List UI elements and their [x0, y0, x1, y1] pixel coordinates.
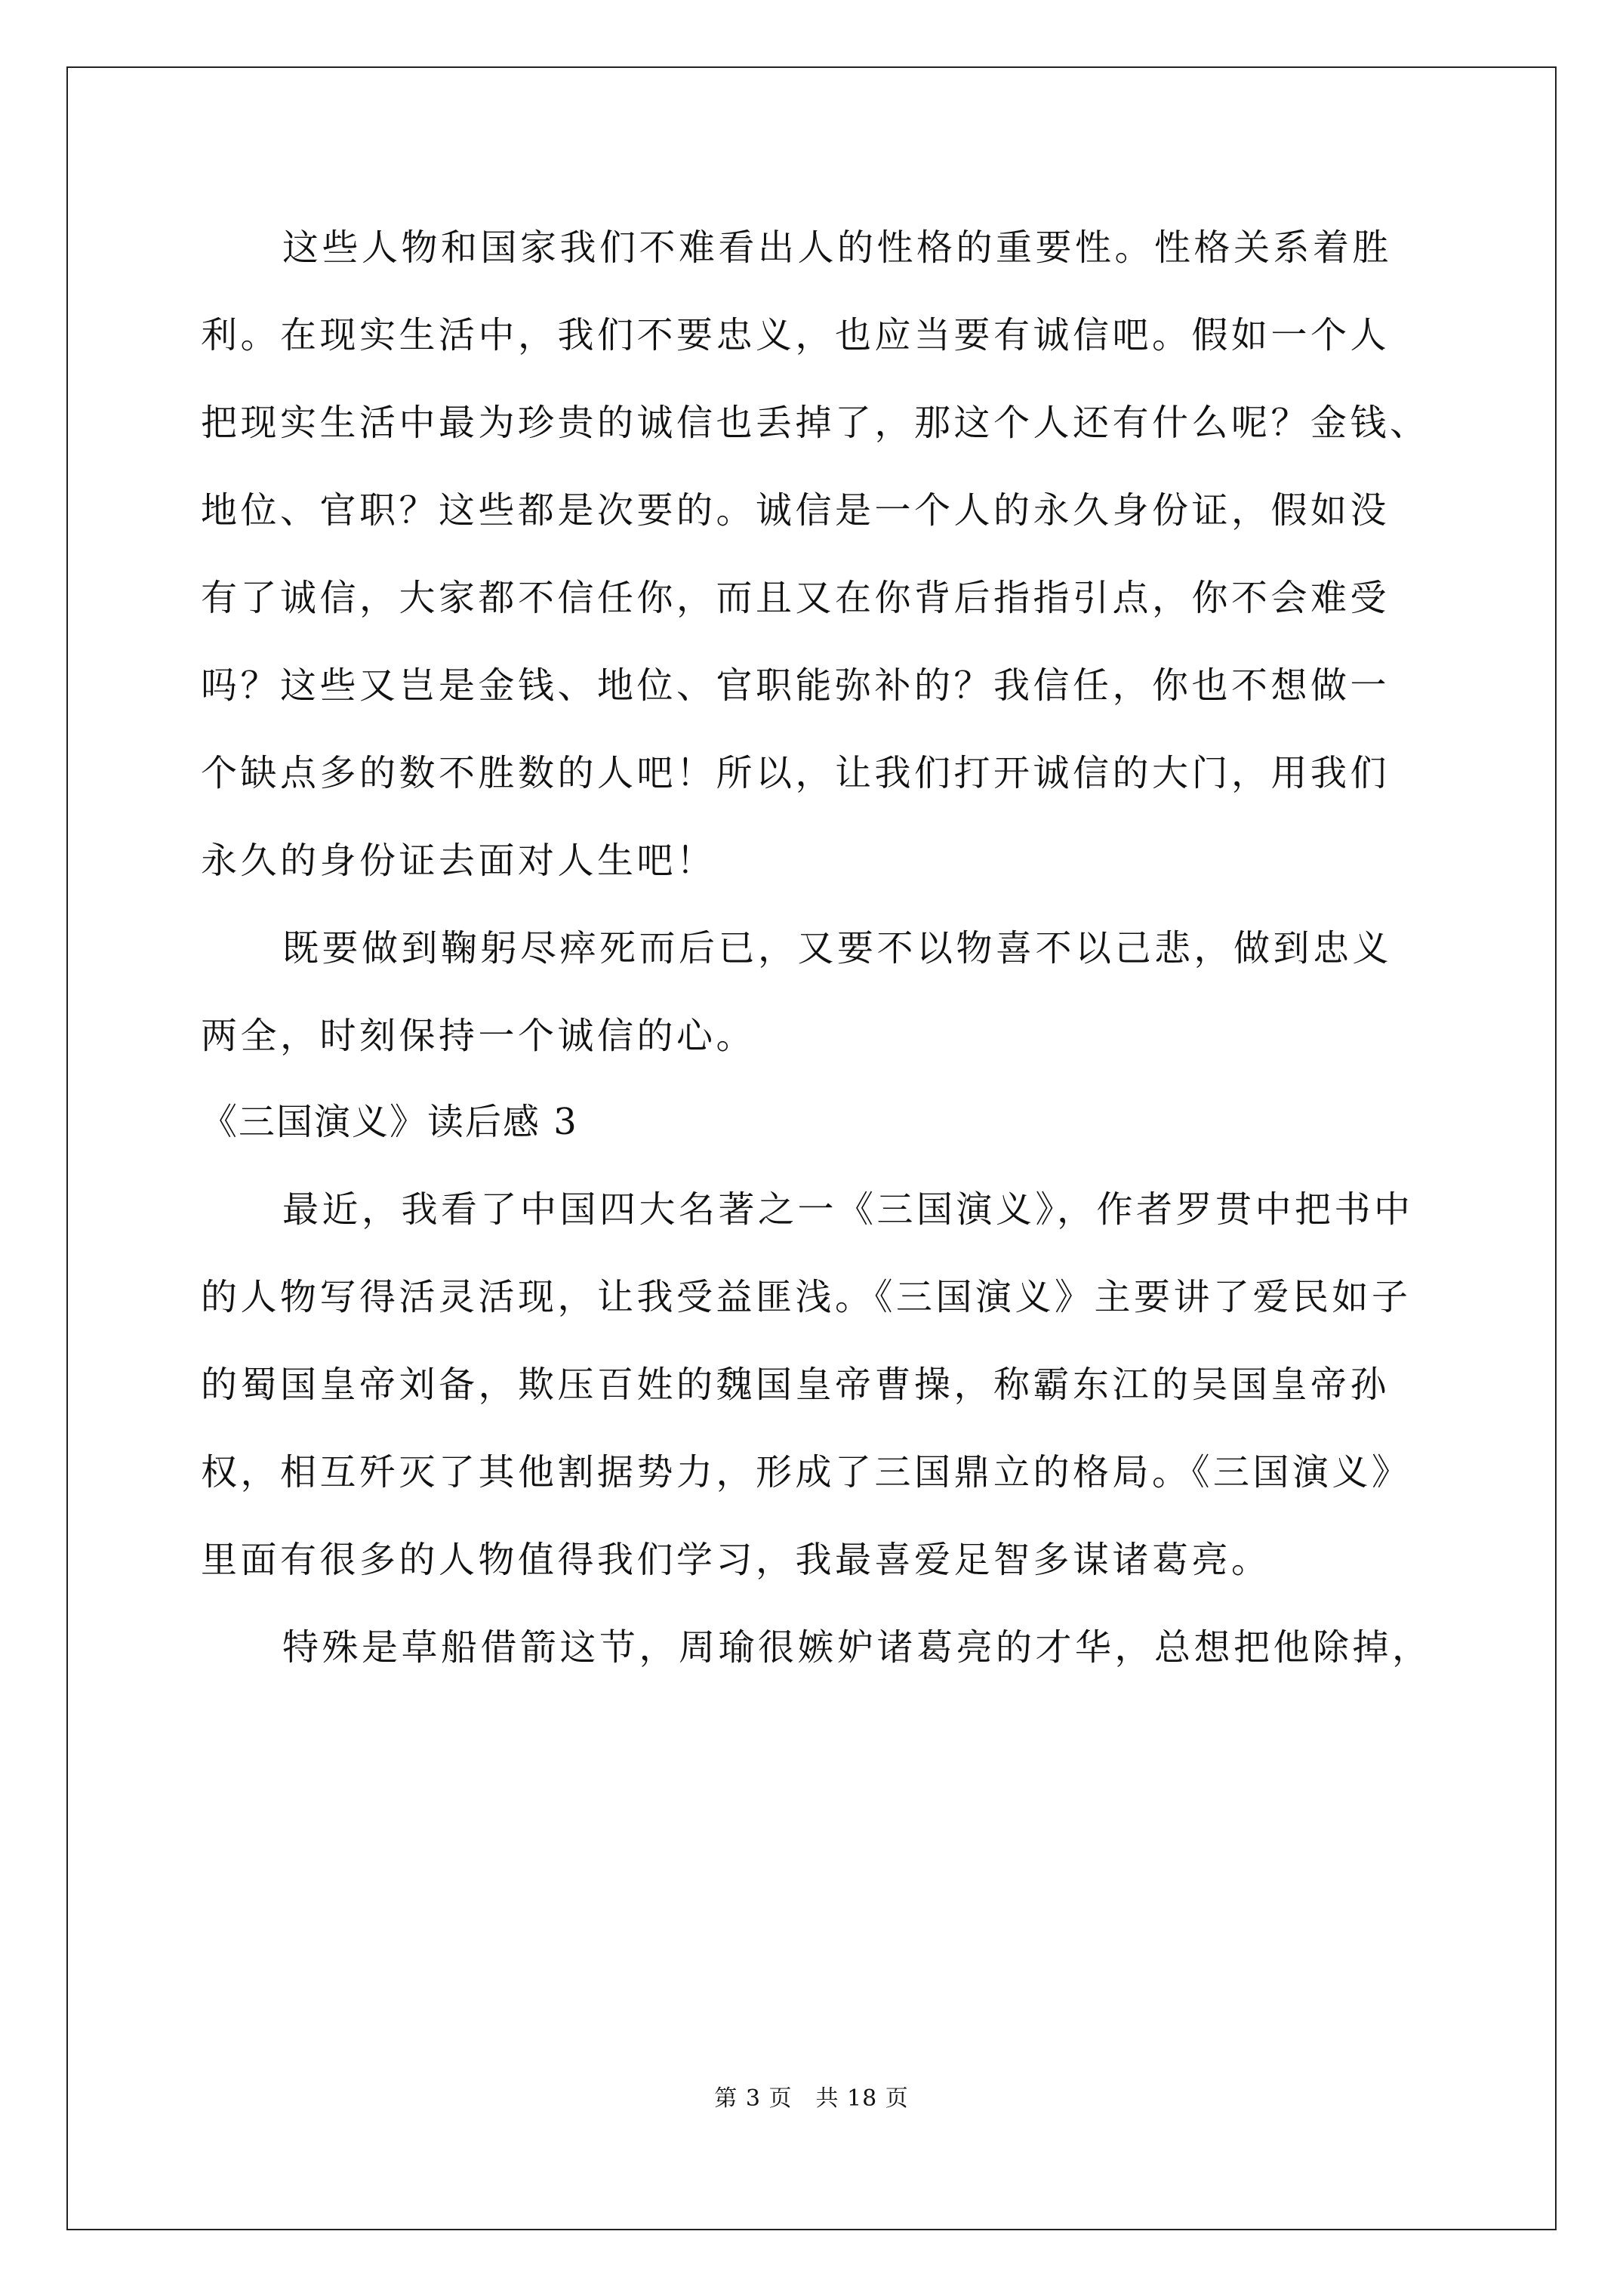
- paragraph-line: 里面有很多的人物值得我们学习，我最喜爱足智多谋诸葛亮。: [201, 1539, 1271, 1581]
- paragraph-line: 个缺点多的数不胜数的人吧！所以，让我们打开诚信的大门，用我们: [201, 752, 1390, 794]
- paragraph-line: 最近，我看了中国四大名著之一《三国演义》，作者罗贯中把书中: [282, 1188, 1414, 1231]
- section-heading: 《三国演义》读后感 3: [201, 1101, 578, 1143]
- page-footer: 第 3 页 共 18 页: [714, 2085, 909, 2112]
- paragraph-line: 的蜀国皇帝刘备，欺压百姓的魏国皇帝曹操，称霸东江的吴国皇帝孙: [201, 1364, 1390, 1406]
- page-border: [66, 66, 1557, 2230]
- paragraph-line: 特殊是草船借箭这节，周瑜很嫉妒诸葛亮的才华，总想把他除掉，: [282, 1626, 1432, 1669]
- paragraph-line: 的人物写得活灵活现，让我受益匪浅。《三国演义》主要讲了爱民如子: [201, 1276, 1412, 1318]
- paragraph-line: 把现实生活中最为珍贵的诚信也丢掉了，那这个人还有什么呢？金钱、: [201, 402, 1430, 444]
- paragraph-line: 永久的身份证去面对人生吧！: [201, 840, 716, 882]
- paragraph-line: 两全，时刻保持一个诚信的心。: [201, 1015, 756, 1057]
- paragraph-line: 吗？这些又岂是金钱、地位、官职能弥补的？我信任，你也不想做一: [201, 664, 1390, 707]
- paragraph-line: 权，相互歼灭了其他割据势力，形成了三国鼎立的格局。《三国演义》: [201, 1451, 1412, 1493]
- paragraph-line: 利。在现实生活中，我们不要忠义，也应当要有诚信吧。假如一个人: [201, 314, 1390, 356]
- paragraph-line: 这些人物和国家我们不难看出人的性格的重要性。性格关系着胜: [282, 227, 1393, 269]
- paragraph-line: 有了诚信，大家都不信任你，而且又在你背后指指引点，你不会难受: [201, 577, 1390, 619]
- paragraph-line: 地位、官职？这些都是次要的。诚信是一个人的永久身份证，假如没: [201, 489, 1390, 532]
- paragraph-line: 既要做到鞠躬尽瘁死而后已，又要不以物喜不以己悲，做到忠义: [282, 927, 1393, 969]
